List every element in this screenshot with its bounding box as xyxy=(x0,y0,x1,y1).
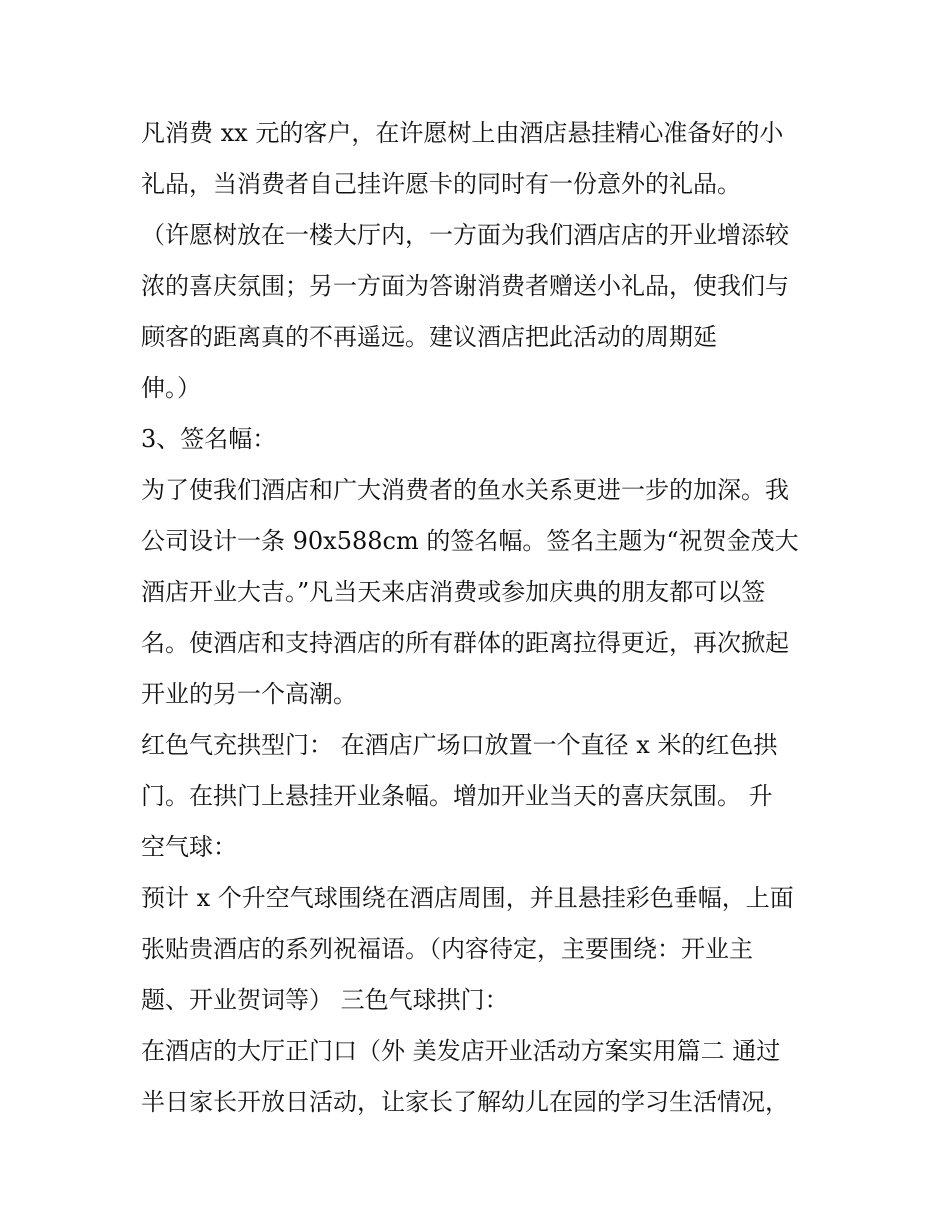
text-line: 伸。） xyxy=(141,374,201,402)
text-line: 浓的喜庆氛围；另一方面为答谢消费者赠送小礼品，使我们与 xyxy=(141,272,789,300)
section-heading: 3、签名幅： xyxy=(141,425,277,453)
text-line: 门。在拱门上悬挂开业条幅。增加开业当天的喜庆氛围。 升 xyxy=(141,782,773,810)
text-line: 顾客的距离真的不再遥远。建议酒店把此活动的周期延 xyxy=(141,323,717,351)
text-line: 凡消费 xx 元的客户，在许愿树上由酒店悬挂精心准备好的小 xyxy=(141,119,784,147)
text-line: 张贴贵酒店的系列祝福语。（内容待定，主要围绕：开业主 xyxy=(141,935,753,963)
text-line: 礼品，当消费者自己挂许愿卡的同时有一份意外的礼品。 xyxy=(141,170,741,198)
document-body xyxy=(141,108,831,1128)
text-line: 空气球： xyxy=(141,833,237,861)
text-line: 半日家长开放日活动，让家长了解幼儿在园的学习生活情况， xyxy=(141,1088,789,1116)
text-line: 为了使我们酒店和广大消费者的鱼水关系更进一步的加深。我 xyxy=(141,476,789,504)
text-line: 酒店开业大吉。”凡当天来店消费或参加庆典的朋友都可以签 xyxy=(141,578,766,606)
text-line: 预计 x 个升空气球围绕在酒店周围，并且悬挂彩色垂幅，上面 xyxy=(141,884,794,912)
text-line: 名。使酒店和支持酒店的所有群体的距离拉得更近，再次掀起 xyxy=(141,629,789,657)
text-line: （许愿树放在一楼大厅内，一方面为我们酒店店的开业增添较 xyxy=(141,221,789,249)
text-line: 在酒店的大厅正门口（外 美发店开业活动方案实用篇二 通过 xyxy=(141,1037,781,1065)
text-line: 开业的另一个高潮。 xyxy=(141,680,357,708)
text-line: 公司设计一条 90x588cm 的签名幅。签名主题为“祝贺金茂大 xyxy=(141,527,799,555)
text-line: 红色气充拱型门： 在酒店广场口放置一个直径 x 米的红色拱 xyxy=(141,731,778,759)
text-line: 题、开业贺词等） 三色气球拱门： xyxy=(141,986,509,1014)
